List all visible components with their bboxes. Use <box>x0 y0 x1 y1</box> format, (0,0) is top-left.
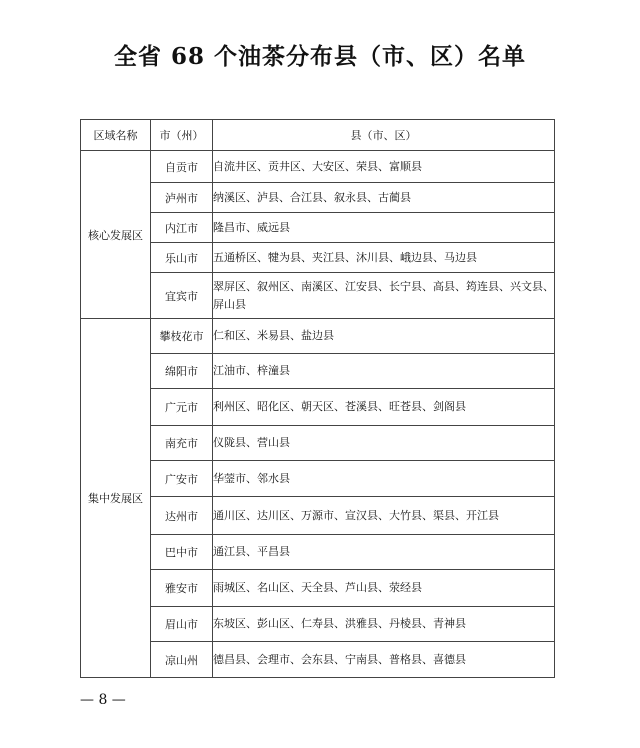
table-row <box>81 183 555 213</box>
table-row <box>81 389 555 426</box>
counties-cell: 德昌县、会理市、会东县、宁南县、普格县、喜德县 <box>213 642 555 678</box>
counties-cell: 翠屏区、叙州区、南溪区、江安县、长宁县、高县、筠连县、兴文县、屏山县 <box>213 273 555 319</box>
table-row <box>81 497 555 535</box>
region-cell: 核心发展区 <box>81 151 151 319</box>
city-cell: 广元市 <box>151 389 213 426</box>
city-cell: 达州市 <box>151 497 213 535</box>
page-title: 全省 68 个油茶分布县（市、区）名单 <box>113 43 527 70</box>
table-row <box>81 273 555 319</box>
city-cell: 凉山州 <box>151 642 213 678</box>
city-cell: 内江市 <box>151 213 213 243</box>
city-cell: 南充市 <box>151 426 213 461</box>
counties-cell: 通川区、达川区、万源市、宣汉县、大竹县、渠县、开江县 <box>213 497 555 535</box>
table-header-row <box>81 120 555 151</box>
header-city: 市（州） <box>151 120 213 151</box>
header-counties: 县（市、区） <box>213 120 555 151</box>
counties-cell: 东坡区、彭山区、仁寿县、洪雅县、丹棱县、青神县 <box>213 607 555 642</box>
counties-cell: 江油市、梓潼县 <box>213 354 555 389</box>
city-cell: 乐山市 <box>151 243 213 273</box>
table-row <box>81 570 555 607</box>
table-row <box>81 213 555 243</box>
table-row <box>81 461 555 497</box>
city-cell: 宜宾市 <box>151 273 213 319</box>
region-cell: 集中发展区 <box>81 319 151 678</box>
county-table <box>80 119 555 678</box>
counties-cell: 自流井区、贡井区、大安区、荣县、富顺县 <box>213 151 555 183</box>
table-row <box>81 319 555 354</box>
counties-cell: 华蓥市、邻水县 <box>213 461 555 497</box>
counties-cell: 雨城区、名山区、天全县、芦山县、荥经县 <box>213 570 555 607</box>
city-cell: 眉山市 <box>151 607 213 642</box>
city-cell: 雅安市 <box>151 570 213 607</box>
table-row <box>81 535 555 570</box>
counties-cell: 利州区、昭化区、朝天区、苍溪县、旺苍县、剑阁县 <box>213 389 555 426</box>
city-cell: 广安市 <box>151 461 213 497</box>
counties-cell: 通江县、平昌县 <box>213 535 555 570</box>
counties-cell: 隆昌市、威远县 <box>213 213 555 243</box>
city-cell: 巴中市 <box>151 535 213 570</box>
city-cell: 泸州市 <box>151 183 213 213</box>
counties-cell: 纳溪区、泸县、合江县、叙永县、古蔺县 <box>213 183 555 213</box>
table-row <box>81 354 555 389</box>
page-number: — 8 — <box>80 692 126 708</box>
counties-cell: 五通桥区、犍为县、夹江县、沐川县、峨边县、马边县 <box>213 243 555 273</box>
counties-cell: 仪陇县、营山县 <box>213 426 555 461</box>
counties-cell: 仁和区、米易县、盐边县 <box>213 319 555 354</box>
table-row <box>81 426 555 461</box>
table-row <box>81 607 555 642</box>
table-row <box>81 642 555 678</box>
table-row <box>81 151 555 183</box>
city-cell: 绵阳市 <box>151 354 213 389</box>
city-cell: 攀枝花市 <box>151 319 213 354</box>
header-region: 区域名称 <box>81 120 151 151</box>
city-cell: 自贡市 <box>151 151 213 183</box>
table-row <box>81 243 555 273</box>
table-body <box>81 151 555 678</box>
